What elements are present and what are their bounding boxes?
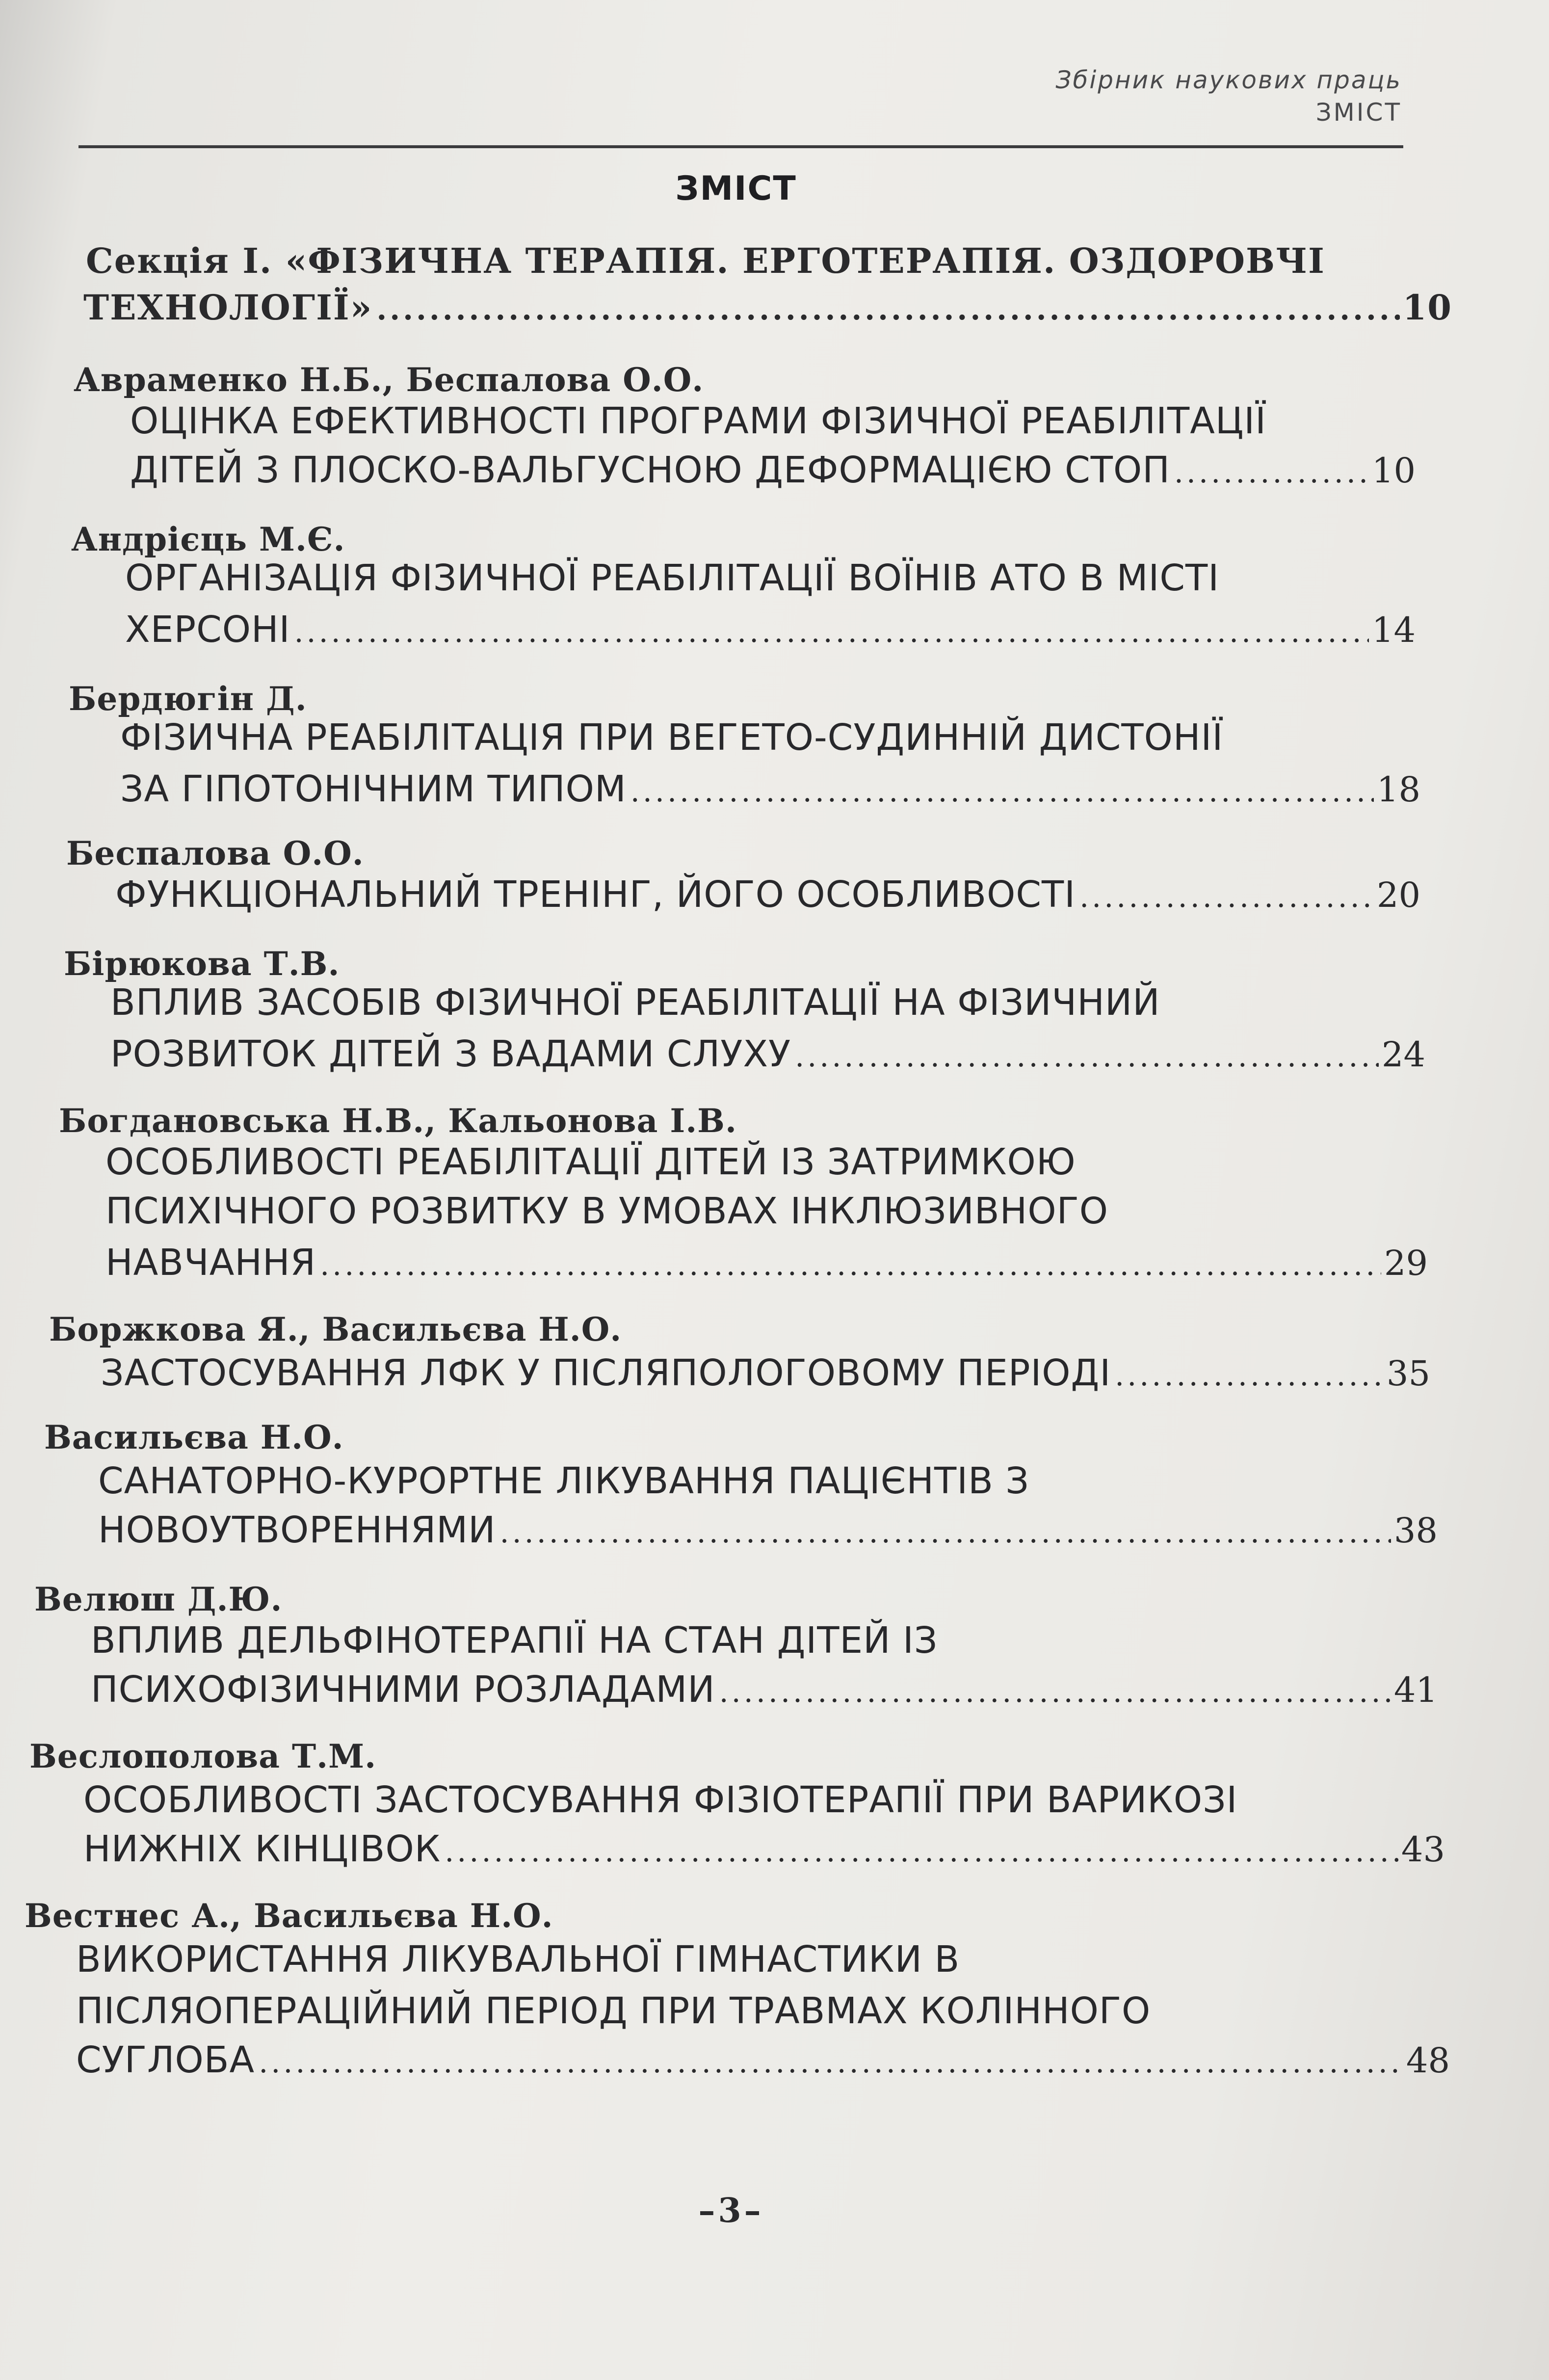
toc-entry-authors: Богдановська Н.В., Кальонова І.В. <box>59 1102 737 1140</box>
dot-leader <box>376 292 1399 327</box>
toc-entry-title-text: ОСОБЛИВОСТІ РЕАБІЛІТАЦІЇ ДІТЕЙ ІЗ ЗАТРИМКОЮ <box>105 1141 1076 1183</box>
toc-entry-title-text: ХЕРСОНІ <box>125 608 290 651</box>
toc-entry-title-line <box>125 608 1416 662</box>
dot-leader <box>500 1515 1391 1550</box>
toc-entry-title-line <box>120 768 1420 822</box>
toc-entry-authors: Бірюкова Т.В. <box>64 945 340 983</box>
page-number: 43 <box>1401 1829 1445 1870</box>
toc-entry-authors: Боржкова Я., Васильєва Н.О. <box>49 1310 622 1349</box>
toc-entry-title-text: НАВЧАННЯ <box>105 1242 316 1284</box>
toc-entry-authors: Васильєва Н.О. <box>44 1418 344 1456</box>
toc-entry-title-text: НОВОУТВОРЕННЯМИ <box>98 1509 496 1551</box>
running-head-section: ЗМІСТ <box>1315 98 1402 127</box>
toc-entry-title-line <box>76 1990 1450 2044</box>
toc-entry-title-line <box>101 1352 1430 1406</box>
toc-entry-title-text: ОРГАНІЗАЦІЯ ФІЗИЧНОЇ РЕАБІЛІТАЦІЇ ВОЇНІВ АТО В МІСТІ <box>125 557 1220 599</box>
toc-entry-title-line <box>110 1033 1425 1087</box>
page-number: 14 <box>1371 610 1416 650</box>
toc-entry-authors: Велюш Д.Ю. <box>34 1580 283 1618</box>
section-title-line-2 <box>83 287 1452 341</box>
toc-entry-title-line <box>98 1460 1438 1514</box>
page-number: 24 <box>1381 1034 1425 1075</box>
page-number: 20 <box>1376 875 1420 915</box>
toc-entry-authors: Веслополова Т.М. <box>29 1737 377 1775</box>
toc-entry-title-text: ОЦІНКА ЕФЕКТИВНОСТІ ПРОГРАМИ ФІЗИЧНОЇ РЕАБІЛІТАЦІЇ <box>130 400 1266 442</box>
toc-entry-title-line <box>76 1938 1450 1992</box>
toc-entry-title-line <box>105 1190 1428 1244</box>
section-title-text: ТЕХНОЛОГІЇ» <box>83 287 373 328</box>
toc-entry-title-line <box>125 557 1416 611</box>
toc-entry-title-text: НИЖНІХ КІНЦІВОК <box>83 1828 441 1870</box>
section-title-line-1 <box>86 240 1325 294</box>
toc-entry-title-line <box>105 1141 1428 1195</box>
toc-entry-title-text: ПІСЛЯОПЕРАЦІЙНИЙ ПЕРІОД ПРИ ТРАВМАХ КОЛІННОГО <box>76 1990 1151 2032</box>
dot-leader <box>630 774 1374 809</box>
page-number: 29 <box>1384 1243 1428 1283</box>
page-number: 10 <box>1371 450 1416 491</box>
toc-entry-title-text: РОЗВИТОК ДІТЕЙ З ВАДАМИ СЛУХУ <box>110 1033 791 1075</box>
toc-entry-title-line <box>83 1779 1445 1833</box>
page-title: ЗМІСТ <box>675 169 797 208</box>
toc-entry-title-text: ФІЗИЧНА РЕАБІЛІТАЦІЯ ПРИ ВЕГЕТО-СУДИННІЙ ДИСТОНІЇ <box>120 716 1224 759</box>
page-number-footer: –3– <box>698 2191 764 2230</box>
page-number: 38 <box>1393 1510 1438 1551</box>
toc-entry-title-line <box>110 981 1425 1035</box>
page-number: 35 <box>1386 1353 1430 1394</box>
toc-entry-title-line <box>115 873 1420 927</box>
toc-entry-title-text: ВПЛИВ ДЕЛЬФІНОТЕРАПІЇ НА СТАН ДІТЕЙ ІЗ <box>91 1619 938 1662</box>
toc-entry-title-line <box>120 716 1420 770</box>
dot-leader <box>1079 880 1374 914</box>
dot-leader <box>795 1039 1379 1074</box>
toc-entry-title-line <box>91 1619 1438 1673</box>
toc-entry-title-line <box>130 400 1416 454</box>
running-head-collection: Збірник наукових праць <box>1055 66 1402 94</box>
page-number: 18 <box>1376 769 1420 810</box>
section-title-text: Секція І. «ФІЗИЧНА ТЕРАПІЯ. ЕРГОТЕРАПІЯ. ОЗДОРОВЧІ <box>86 240 1325 281</box>
toc-entry-authors: Авраменко Н.Б., Беспалова О.О. <box>74 361 704 399</box>
toc-entry-title-text: САНАТОРНО-КУРОРТНЕ ЛІКУВАННЯ ПАЦІЄНТІВ З <box>98 1460 1029 1502</box>
toc-entry-title-text: ЗА ГІПОТОНІЧНИМ ТИПОМ <box>120 768 627 810</box>
dot-leader <box>1115 1358 1384 1393</box>
toc-entry-title-line <box>105 1242 1428 1296</box>
dot-leader <box>1174 455 1369 490</box>
toc-entry-authors: Вестнес А., Васильєва Н.О. <box>25 1897 553 1935</box>
page-number: 41 <box>1393 1670 1438 1710</box>
toc-entry-title-line <box>98 1509 1438 1563</box>
toc-entry-title-text: СУГЛОБА <box>76 2039 255 2081</box>
page-number: 48 <box>1406 2040 1450 2081</box>
toc-entry-title-line <box>83 1828 1445 1882</box>
toc-entry-title-text: ВИКОРИСТАННЯ ЛІКУВАЛЬНОЇ ГІМНАСТИКИ В <box>76 1938 960 1981</box>
dot-leader <box>445 1834 1398 1869</box>
toc-entry-title-text: ЗАСТОСУВАННЯ ЛФК У ПІСЛЯПОЛОГОВОМУ ПЕРІОДІ <box>101 1352 1111 1394</box>
toc-entry-authors: Беспалова О.О. <box>66 834 364 873</box>
toc-entry-title-text: ФУНКЦІОНАЛЬНИЙ ТРЕНІНГ, ЙОГО ОСОБЛИВОСТІ <box>115 873 1076 916</box>
toc-entry-authors: Бердюгін Д. <box>69 680 307 718</box>
toc-entry-title-line <box>76 2039 1450 2093</box>
toc-entry-title-text: ВПЛИВ ЗАСОБІВ ФІЗИЧНОЇ РЕАБІЛІТАЦІЇ НА ФІЗИЧНИЙ <box>110 981 1160 1024</box>
page-number: 10 <box>1402 287 1452 328</box>
toc-entry-title-text: ПСИХІЧНОГО РОЗВИТКУ В УМОВАХ ІНКЛЮЗИВНОГО <box>105 1190 1108 1232</box>
toc-entry-authors: Андрієць М.Є. <box>71 520 345 558</box>
toc-entry-title-line <box>130 449 1416 503</box>
dot-leader <box>294 615 1368 649</box>
toc-entry-title-text: ПСИХОФІЗИЧНИМИ РОЗЛАДАМИ <box>91 1668 715 1711</box>
dot-leader <box>259 2045 1403 2080</box>
dot-leader <box>320 1248 1381 1282</box>
toc-entry-title-text: ОСОБЛИВОСТІ ЗАСТОСУВАННЯ ФІЗІОТЕРАПІЇ ПРИ ВАРИКОЗІ <box>83 1779 1238 1821</box>
dot-leader <box>719 1675 1391 1709</box>
toc-entry-title-line <box>91 1668 1438 1722</box>
toc-entry-title-text: ДІТЕЙ З ПЛОСКО-ВАЛЬГУСНОЮ ДЕФОРМАЦІЄЮ СТОП <box>130 449 1170 491</box>
